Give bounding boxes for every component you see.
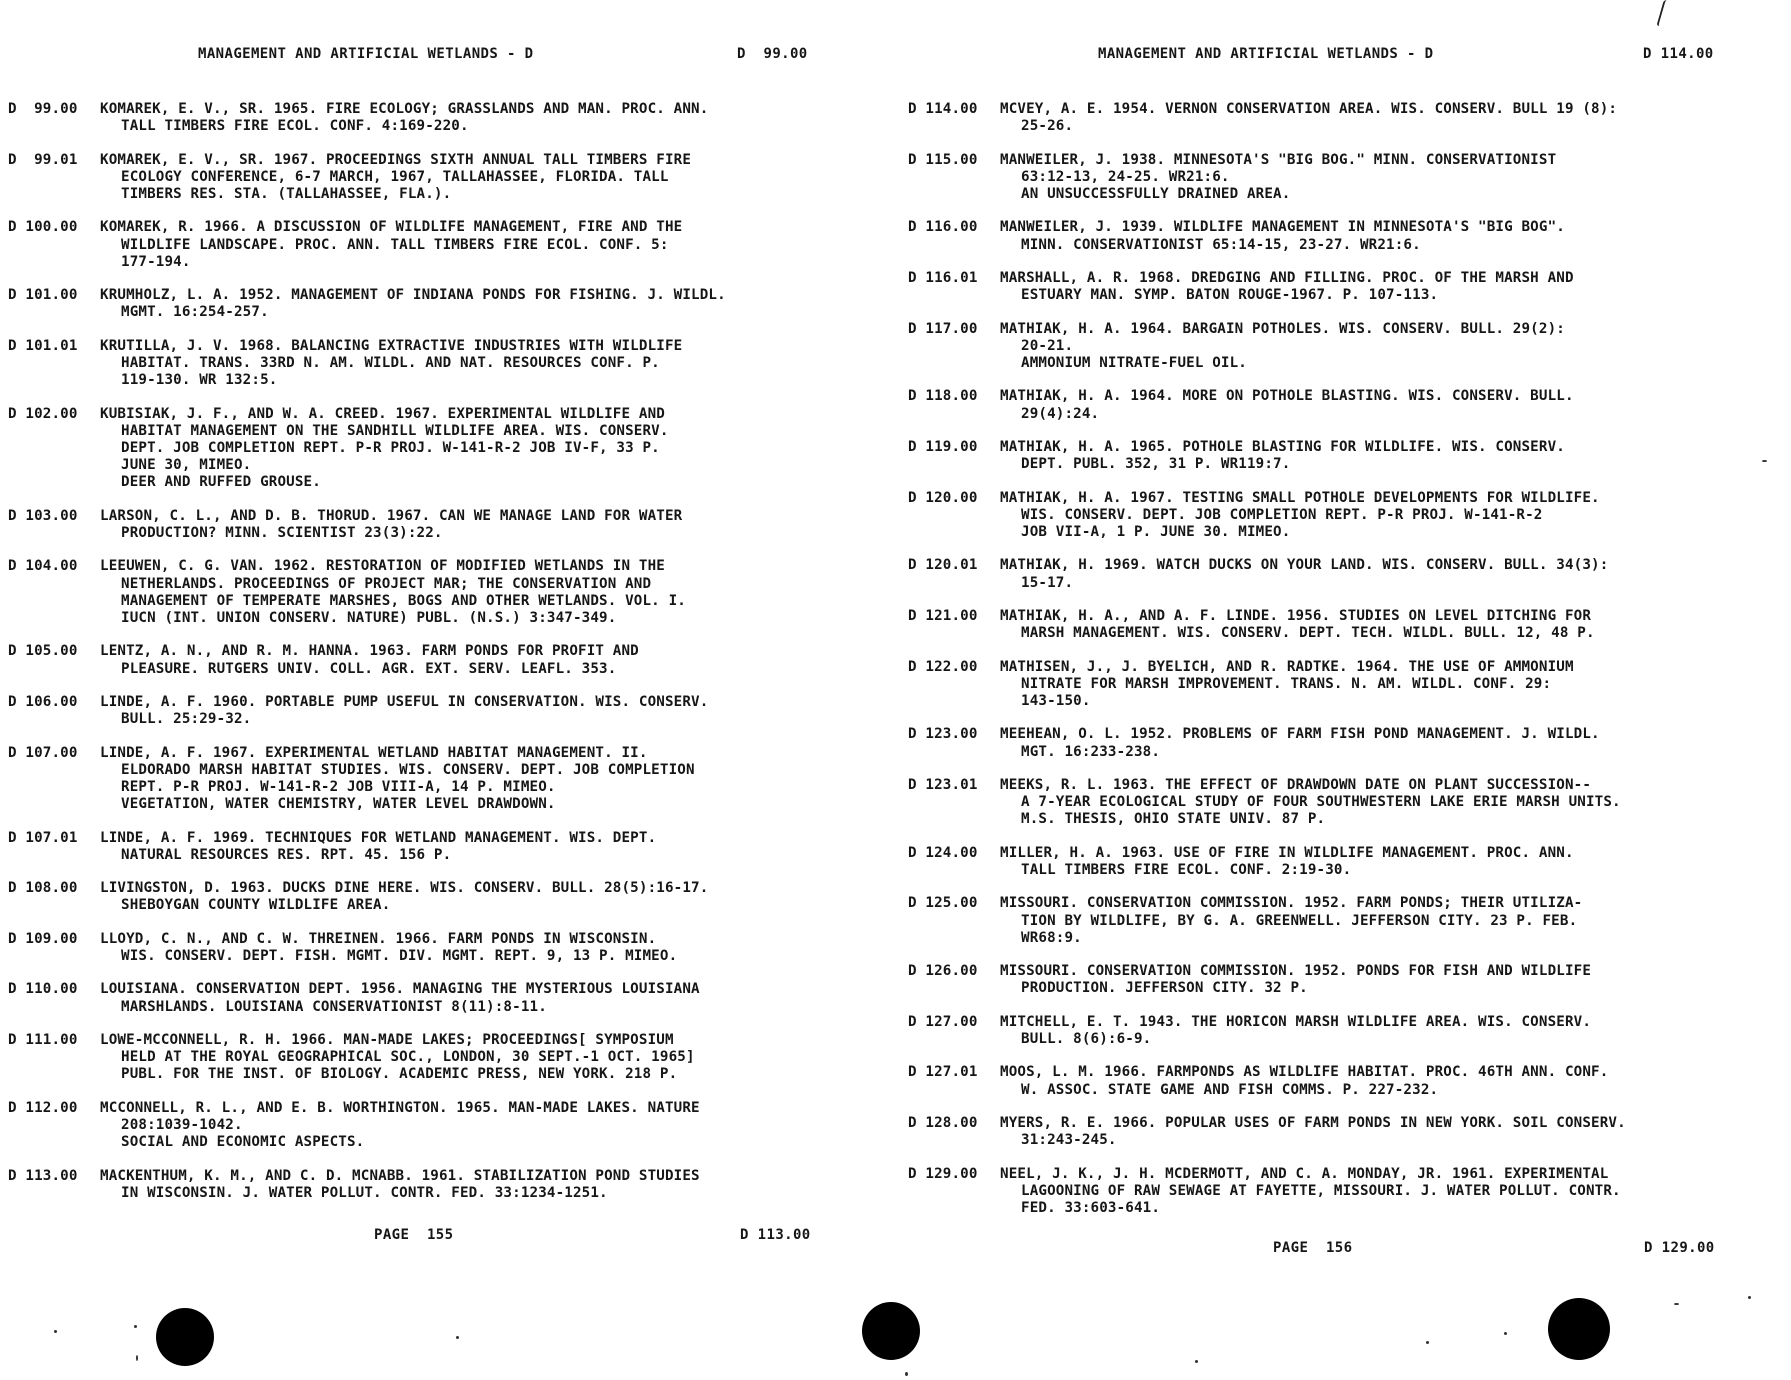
entry-citation	[908, 845, 1780, 879]
citation-line: MANAGEMENT OF TEMPERATE MARSHES, BOGS AND OTHER WETLANDS. VOL. I.	[121, 592, 686, 609]
entry-code: D 115.00	[908, 151, 978, 168]
page-header-code: D 99.00	[737, 46, 808, 62]
citation-line: BULL. 8(6):6-9.	[1021, 1030, 1152, 1047]
citation-line: LOUISIANA. CONSERVATION DEPT. 1956. MANAGING THE MYSTERIOUS LOUISIANA	[100, 981, 700, 998]
citation-line: PRODUCTION? MINN. SCIENTIST 23(3):22.	[121, 524, 443, 541]
entry-code: D 107.01	[8, 829, 78, 846]
scan-speck	[136, 1355, 138, 1361]
entry-citation	[908, 1115, 1780, 1149]
entry-citation	[908, 490, 1780, 542]
bibliography-entry	[8, 981, 880, 1015]
citation-line: AMMONIUM NITRATE-FUEL OIL.	[1021, 354, 1247, 371]
bibliography-entry	[908, 1115, 1780, 1149]
citation-line: IUCN (INT. UNION CONSERV. NATURE) PUBL. (N.S.) 3:347-349.	[121, 609, 617, 626]
entry-code: D 122.00	[908, 658, 978, 675]
entry-citation	[908, 557, 1780, 591]
citation-line: LINDE, A. F. 1960. PORTABLE PUMP USEFUL IN CONSERVATION. WIS. CONSERV.	[100, 693, 709, 710]
citation-line: TALL TIMBERS FIRE ECOL. CONF. 2:19-30.	[1021, 861, 1352, 878]
bibliography-entry	[908, 557, 1780, 591]
citation-line: FED. 33:603-641.	[1021, 1199, 1161, 1216]
citation-line: 143-150.	[1021, 692, 1091, 709]
citation-line: 63:12-13, 24-25. WR21:6.	[1021, 168, 1230, 185]
citation-line: IN WISCONSIN. J. WATER POLLUT. CONTR. FED. 33:1234-1251.	[121, 1184, 608, 1201]
citation-line: MATHISEN, J., J. BYELICH, AND R. RADTKE. 1964. THE USE OF AMMONIUM	[1000, 658, 1574, 675]
bibliography-entry	[908, 963, 1780, 997]
entry-citation	[8, 508, 880, 542]
bibliography-entry	[8, 219, 880, 271]
entry-code: D 113.00	[8, 1167, 78, 1184]
citation-line: DEER AND RUFFED GROUSE.	[121, 474, 321, 491]
entry-citation	[8, 931, 880, 965]
entry-citation	[8, 338, 880, 390]
citation-line: LENTZ, A. N., AND R. M. HANNA. 1963. FARM PONDS FOR PROFIT AND	[100, 643, 639, 660]
citation-line: LOWE-MCCONNELL, R. H. 1966. MAN-MADE LAKES; PROCEEDINGS[ SYMPOSIUM	[100, 1031, 674, 1048]
entry-code: D 125.00	[908, 895, 978, 912]
entry-code: D 120.00	[908, 489, 978, 506]
citation-line: TALL TIMBERS FIRE ECOL. CONF. 4:169-220.	[121, 118, 469, 135]
entry-citation	[8, 1100, 880, 1152]
scan-speck	[1762, 460, 1767, 462]
page-number: PAGE 155	[374, 1227, 454, 1243]
entry-code: D 103.00	[8, 507, 78, 524]
entry-citation	[908, 895, 1780, 947]
entry-citation	[908, 439, 1780, 473]
citation-line: DEPT. JOB COMPLETION REPT. P-R PROJ. W-141-R-2 JOB IV-F, 33 P.	[121, 439, 660, 456]
entry-code: D 114.00	[908, 101, 978, 117]
citation-line: MATHIAK, H. A. 1967. TESTING SMALL POTHOLE DEVELOPMENTS FOR WILDLIFE.	[1000, 489, 1600, 506]
entry-code: D 104.00	[8, 558, 78, 575]
citation-line: TION BY WILDLIFE, BY G. A. GREENWELL. JEFFERSON CITY. 23 P. FEB.	[1021, 912, 1578, 929]
entry-citation	[908, 726, 1780, 760]
entry-citation	[8, 1168, 880, 1202]
citation-line: HABITAT MANAGEMENT ON THE SANDHILL WILDLIFE AREA. WIS. CONSERV.	[121, 422, 669, 439]
bibliography-entry	[908, 659, 1780, 711]
entry-citation	[8, 981, 880, 1015]
entry-code: D 126.00	[908, 963, 978, 980]
entry-citation	[8, 643, 880, 677]
entry-code: D 123.01	[908, 776, 978, 793]
citation-line: NATURAL RESOURCES RES. RPT. 45. 156 P.	[121, 846, 452, 863]
punch-hole	[1548, 1298, 1610, 1360]
bibliography-entry	[8, 558, 880, 627]
citation-line: HELD AT THE ROYAL GEOGRAPHICAL SOC., LONDON, 30 SEPT.-1 OCT. 1965]	[121, 1049, 695, 1066]
citation-line: LIVINGSTON, D. 1963. DUCKS DINE HERE. WIS. CONSERV. BULL. 28(5):16-17.	[100, 880, 709, 897]
citation-line: MATHIAK, H. A., AND A. F. LINDE. 1956. STUDIES ON LEVEL DITCHING FOR	[1000, 607, 1592, 624]
citation-line: MEEKS, R. L. 1963. THE EFFECT OF DRAWDOWN DATE ON PLANT SUCCESSION--	[1000, 776, 1592, 793]
citation-line: MATHIAK, H. A. 1965. POTHOLE BLASTING FOR WILDLIFE. WIS. CONSERV.	[1000, 438, 1565, 455]
bibliography-entry	[908, 845, 1780, 879]
citation-line: 20-21.	[1021, 337, 1074, 354]
entry-citation	[8, 406, 880, 492]
bibliography-entry	[908, 777, 1780, 829]
citation-line: M.S. THESIS, OHIO STATE UNIV. 87 P.	[1021, 811, 1326, 828]
entry-code: D 105.00	[8, 643, 78, 660]
entry-citation	[908, 777, 1780, 829]
citation-line: MOOS, L. M. 1966. FARMPONDS AS WILDLIFE HABITAT. PROC. 46TH ANN. CONF.	[1000, 1064, 1609, 1081]
scan-speck	[1674, 1303, 1679, 1305]
page-header-title: MANAGEMENT AND ARTIFICIAL WETLANDS - D	[198, 46, 534, 62]
bibliography-entry	[908, 219, 1780, 253]
entry-code: D 102.00	[8, 405, 78, 422]
bibliography-entry	[8, 745, 880, 814]
citation-line: KOMAREK, R. 1966. A DISCUSSION OF WILDLIFE MANAGEMENT, FIRE AND THE	[100, 219, 683, 236]
citation-line: MGMT. 16:254-257.	[121, 304, 269, 321]
citation-line: MITCHELL, E. T. 1943. THE HORICON MARSH WILDLIFE AREA. WIS. CONSERV.	[1000, 1013, 1592, 1030]
citation-line: MCVEY, A. E. 1954. VERNON CONSERVATION AREA. WIS. CONSERV. BULL 19 (8):	[1000, 101, 1618, 117]
scan-speck	[1504, 1332, 1507, 1335]
entry-citation	[8, 558, 880, 627]
entry-citation	[908, 1014, 1780, 1048]
citation-line: SOCIAL AND ECONOMIC ASPECTS.	[121, 1134, 365, 1151]
citation-line: SHEBOYGAN COUNTY WILDLIFE AREA.	[121, 897, 391, 914]
entry-code: D 123.00	[908, 726, 978, 743]
scan-speck	[54, 1330, 57, 1333]
citation-line: MATHIAK, H. A. 1964. MORE ON POTHOLE BLASTING. WIS. CONSERV. BULL.	[1000, 388, 1574, 405]
citation-line: W. ASSOC. STATE GAME AND FISH COMMS. P. 227-232.	[1021, 1081, 1439, 1098]
scan-speck	[1426, 1341, 1429, 1344]
citation-line: MISSOURI. CONSERVATION COMMISSION. 1952. FARM PONDS; THEIR UTILIZA-	[1000, 895, 1583, 912]
entry-citation	[908, 270, 1780, 304]
entry-citation	[908, 1064, 1780, 1098]
bibliography-entry	[8, 508, 880, 542]
bibliography-entry	[908, 1166, 1780, 1218]
citation-line: WIS. CONSERV. DEPT. FISH. MGMT. DIV. MGMT. REPT. 9, 13 P. MIMEO.	[121, 947, 678, 964]
entry-citation	[8, 745, 880, 814]
citation-line: 31:243-245.	[1021, 1132, 1117, 1149]
entry-citation	[908, 963, 1780, 997]
bibliography-entry	[8, 101, 880, 135]
page-footer-code: D 113.00	[740, 1227, 811, 1243]
entry-code: D 107.00	[8, 744, 78, 761]
entry-citation	[908, 219, 1780, 253]
citation-line: MCCONNELL, R. L., AND E. B. WORTHINGTON. 1965. MAN-MADE LAKES. NATURE	[100, 1099, 700, 1116]
citation-line: 15-17.	[1021, 574, 1074, 591]
citation-line: NETHERLANDS. PROCEEDINGS OF PROJECT MAR; THE CONSERVATION AND	[121, 575, 652, 592]
entry-citation	[8, 219, 880, 271]
entry-code: D 106.00	[8, 693, 78, 710]
scan-speck	[1748, 1296, 1751, 1299]
entry-citation	[908, 101, 1780, 135]
citation-line: KOMAREK, E. V., SR. 1965. FIRE ECOLOGY; GRASSLANDS AND MAN. PROC. ANN.	[100, 101, 709, 117]
page-header-code: D 114.00	[1643, 46, 1714, 62]
entry-list	[8, 101, 880, 1202]
entry-code: D 124.00	[908, 844, 978, 861]
bibliography-entry	[8, 287, 880, 321]
bibliography-entry	[908, 321, 1780, 373]
entry-code: D 129.00	[908, 1165, 978, 1182]
citation-line: MARSH MANAGEMENT. WIS. CONSERV. DEPT. TECH. WILDL. BULL. 12, 48 P.	[1021, 625, 1595, 642]
citation-line: PUBL. FOR THE INST. OF BIOLOGY. ACADEMIC PRESS, NEW YORK. 218 P.	[121, 1066, 678, 1083]
entry-citation	[8, 830, 880, 864]
citation-line: MANWEILER, J. 1938. MINNESOTA'S "BIG BOG." MINN. CONSERVATIONIST	[1000, 151, 1557, 168]
citation-line: PLEASURE. RUTGERS UNIV. COLL. AGR. EXT. SERV. LEAFL. 353.	[121, 660, 617, 677]
citation-line: MATHIAK, H. A. 1964. BARGAIN POTHOLES. WIS. CONSERV. BULL. 29(2):	[1000, 320, 1565, 337]
citation-line: KRUMHOLZ, L. A. 1952. MANAGEMENT OF INDIANA PONDS FOR FISHING. J. WILDL.	[100, 287, 726, 304]
citation-line: JUNE 30, MIMEO.	[121, 457, 252, 474]
entry-citation	[8, 694, 880, 728]
citation-line: MARSHALL, A. R. 1968. DREDGING AND FILLING. PROC. OF THE MARSH AND	[1000, 269, 1574, 286]
punch-hole	[156, 1308, 214, 1366]
entry-code: D 119.00	[908, 438, 978, 455]
entry-code: D 101.01	[8, 337, 78, 354]
entry-code: D 116.00	[908, 219, 978, 236]
citation-line: MGT. 16:233-238.	[1021, 743, 1161, 760]
bibliography-entry	[908, 270, 1780, 304]
citation-line: BULL. 25:29-32.	[121, 711, 252, 728]
scan-speck	[905, 1372, 908, 1376]
citation-line: MATHIAK, H. 1969. WATCH DUCKS ON YOUR LAND. WIS. CONSERV. BULL. 34(3):	[1000, 557, 1609, 574]
citation-line: LEEUWEN, C. G. VAN. 1962. RESTORATION OF MODIFIED WETLANDS IN THE	[100, 558, 665, 575]
citation-line: NITRATE FOR MARSH IMPROVEMENT. TRANS. N. AM. WILDL. CONF. 29:	[1021, 675, 1552, 692]
citation-line: MACKENTHUM, K. M., AND C. D. MCNABB. 1961. STABILIZATION POND STUDIES	[100, 1167, 700, 1184]
citation-line: ECOLOGY CONFERENCE, 6-7 MARCH, 1967, TALLAHASSEE, FLORIDA. TALL	[121, 168, 669, 185]
bibliography-entry	[8, 931, 880, 965]
citation-line: HABITAT. TRANS. 33RD N. AM. WILDL. AND NAT. RESOURCES CONF. P.	[121, 354, 660, 371]
citation-line: MEEHEAN, O. L. 1952. PROBLEMS OF FARM FISH POND MANAGEMENT. J. WILDL.	[1000, 726, 1600, 743]
bibliography-entry	[908, 439, 1780, 473]
entry-citation	[8, 287, 880, 321]
citation-line: 119-130. WR 132:5.	[121, 372, 278, 389]
citation-line: 208:1039-1042.	[121, 1116, 243, 1133]
citation-line: LAGOONING OF RAW SEWAGE AT FAYETTE, MISSOURI. J. WATER POLLUT. CONTR.	[1021, 1182, 1621, 1199]
entry-code: D 100.00	[8, 219, 78, 236]
entry-citation	[8, 101, 880, 135]
citation-line: PRODUCTION. JEFFERSON CITY. 32 P.	[1021, 980, 1308, 997]
entry-citation	[908, 608, 1780, 642]
citation-line: ESTUARY MAN. SYMP. BATON ROUGE-1967. P. 107-113.	[1021, 287, 1439, 304]
entry-citation	[908, 152, 1780, 204]
entry-code: D 118.00	[908, 388, 978, 405]
entry-citation	[8, 152, 880, 204]
bibliography-entry	[8, 338, 880, 390]
entry-list	[908, 101, 1780, 1217]
bibliography-entry	[8, 694, 880, 728]
entry-code: D 110.00	[8, 981, 78, 998]
page-number: PAGE 156	[1273, 1240, 1353, 1256]
entry-code: D 111.00	[8, 1031, 78, 1048]
bibliography-entry	[8, 830, 880, 864]
citation-line: KRUTILLA, J. V. 1968. BALANCING EXTRACTIVE INDUSTRIES WITH WILDLIFE	[100, 337, 683, 354]
bibliography-entry	[8, 152, 880, 204]
scan-speck	[134, 1325, 137, 1328]
citation-line: 25-26.	[1021, 118, 1074, 135]
citation-line: KUBISIAK, J. F., AND W. A. CREED. 1967. EXPERIMENTAL WILDLIFE AND	[100, 405, 665, 422]
citation-line: 29(4):24.	[1021, 405, 1100, 422]
bibliography-entry	[8, 406, 880, 492]
entry-code: D 108.00	[8, 880, 78, 897]
entry-code: D 128.00	[908, 1114, 978, 1131]
citation-line: NEEL, J. K., J. H. MCDERMOTT, AND C. A. MONDAY, JR. 1961. EXPERIMENTAL	[1000, 1165, 1609, 1182]
entry-code: D 127.01	[908, 1064, 978, 1081]
citation-line: LINDE, A. F. 1967. EXPERIMENTAL WETLAND HABITAT MANAGEMENT. II.	[100, 744, 648, 761]
citation-line: TIMBERS RES. STA. (TALLAHASSEE, FLA.).	[121, 186, 452, 202]
entry-code: D 127.00	[908, 1013, 978, 1030]
entry-citation	[908, 321, 1780, 373]
bibliography-entry	[908, 608, 1780, 642]
citation-line: ELDORADO MARSH HABITAT STUDIES. WIS. CONSERV. DEPT. JOB COMPLETION	[121, 761, 695, 778]
bibliography-entry	[908, 895, 1780, 947]
entry-citation	[908, 388, 1780, 422]
citation-line: VEGETATION, WATER CHEMISTRY, WATER LEVEL DRAWDOWN.	[121, 796, 556, 813]
entry-code: D 109.00	[8, 930, 78, 947]
bibliography-entry	[8, 880, 880, 914]
citation-line: WILDLIFE LANDSCAPE. PROC. ANN. TALL TIMBERS FIRE ECOL. CONF. 5:	[121, 236, 669, 253]
citation-line: LARSON, C. L., AND D. B. THORUD. 1967. CAN WE MANAGE LAND FOR WATER	[100, 507, 683, 524]
citation-line: MARSHLANDS. LOUISIANA CONSERVATIONIST 8(11):8-11.	[121, 998, 547, 1015]
entry-code: D 99.00	[8, 101, 78, 117]
bibliography-entry	[908, 726, 1780, 760]
page-header-title: MANAGEMENT AND ARTIFICIAL WETLANDS - D	[1098, 46, 1434, 62]
bibliography-entry	[8, 643, 880, 677]
bibliography-entry	[8, 1100, 880, 1152]
citation-line: A 7-YEAR ECOLOGICAL STUDY OF FOUR SOUTHWESTERN LAKE ERIE MARSH UNITS.	[1021, 794, 1621, 811]
bibliography-entry	[908, 388, 1780, 422]
citation-line: REPT. P-R PROJ. W-141-R-2 JOB VIII-A, 14 P. MIMEO.	[121, 778, 556, 795]
bibliography-entry	[8, 1032, 880, 1084]
entry-code: D 120.01	[908, 557, 978, 574]
citation-line: JOB VII-A, 1 P. JUNE 30. MIMEO.	[1021, 523, 1291, 540]
citation-line: LINDE, A. F. 1969. TECHNIQUES FOR WETLAND MANAGEMENT. WIS. DEPT.	[100, 829, 657, 846]
entry-code: D 112.00	[8, 1099, 78, 1116]
citation-line: WR68:9.	[1021, 929, 1082, 946]
pen-mark	[1656, 0, 1673, 26]
citation-line: MANWEILER, J. 1939. WILDLIFE MANAGEMENT IN MINNESOTA'S "BIG BOG".	[1000, 219, 1565, 236]
citation-line: MINN. CONSERVATIONIST 65:14-15, 23-27. WR21:6.	[1021, 236, 1421, 253]
entry-code: D 121.00	[908, 607, 978, 624]
entry-citation	[908, 659, 1780, 711]
punch-hole	[862, 1302, 920, 1360]
entry-code: D 117.00	[908, 320, 978, 337]
citation-line: MYERS, R. E. 1966. POPULAR USES OF FARM PONDS IN NEW YORK. SOIL CONSERV.	[1000, 1114, 1626, 1131]
page-footer-code: D 129.00	[1644, 1240, 1715, 1256]
citation-line: WIS. CONSERV. DEPT. JOB COMPLETION REPT. P-R PROJ. W-141-R-2	[1021, 506, 1543, 523]
scan-speck	[456, 1336, 459, 1339]
citation-line: MILLER, H. A. 1963. USE OF FIRE IN WILDLIFE MANAGEMENT. PROC. ANN.	[1000, 844, 1574, 861]
bibliography-entry	[8, 1168, 880, 1202]
entry-code: D 116.01	[908, 269, 978, 286]
bibliography-entry	[908, 490, 1780, 542]
entry-code: D 99.01	[8, 151, 78, 168]
citation-line: 177-194.	[121, 253, 191, 270]
bibliography-entry	[908, 152, 1780, 204]
scan-speck	[1195, 1360, 1198, 1363]
entry-citation	[8, 880, 880, 914]
entry-citation	[8, 1032, 880, 1084]
entry-code: D 101.00	[8, 287, 78, 304]
bibliography-entry	[908, 101, 1780, 135]
entry-citation	[908, 1166, 1780, 1218]
bibliography-entry	[908, 1064, 1780, 1098]
citation-line: MISSOURI. CONSERVATION COMMISSION. 1952. PONDS FOR FISH AND WILDLIFE	[1000, 963, 1592, 980]
citation-line: LLOYD, C. N., AND C. W. THREINEN. 1966. FARM PONDS IN WISCONSIN.	[100, 930, 657, 947]
citation-line: KOMAREK, E. V., SR. 1967. PROCEEDINGS SIXTH ANNUAL TALL TIMBERS FIRE	[100, 151, 692, 168]
bibliography-entry	[908, 1014, 1780, 1048]
citation-line: DEPT. PUBL. 352, 31 P. WR119:7.	[1021, 456, 1291, 473]
citation-line: AN UNSUCCESSFULLY DRAINED AREA.	[1021, 186, 1291, 202]
